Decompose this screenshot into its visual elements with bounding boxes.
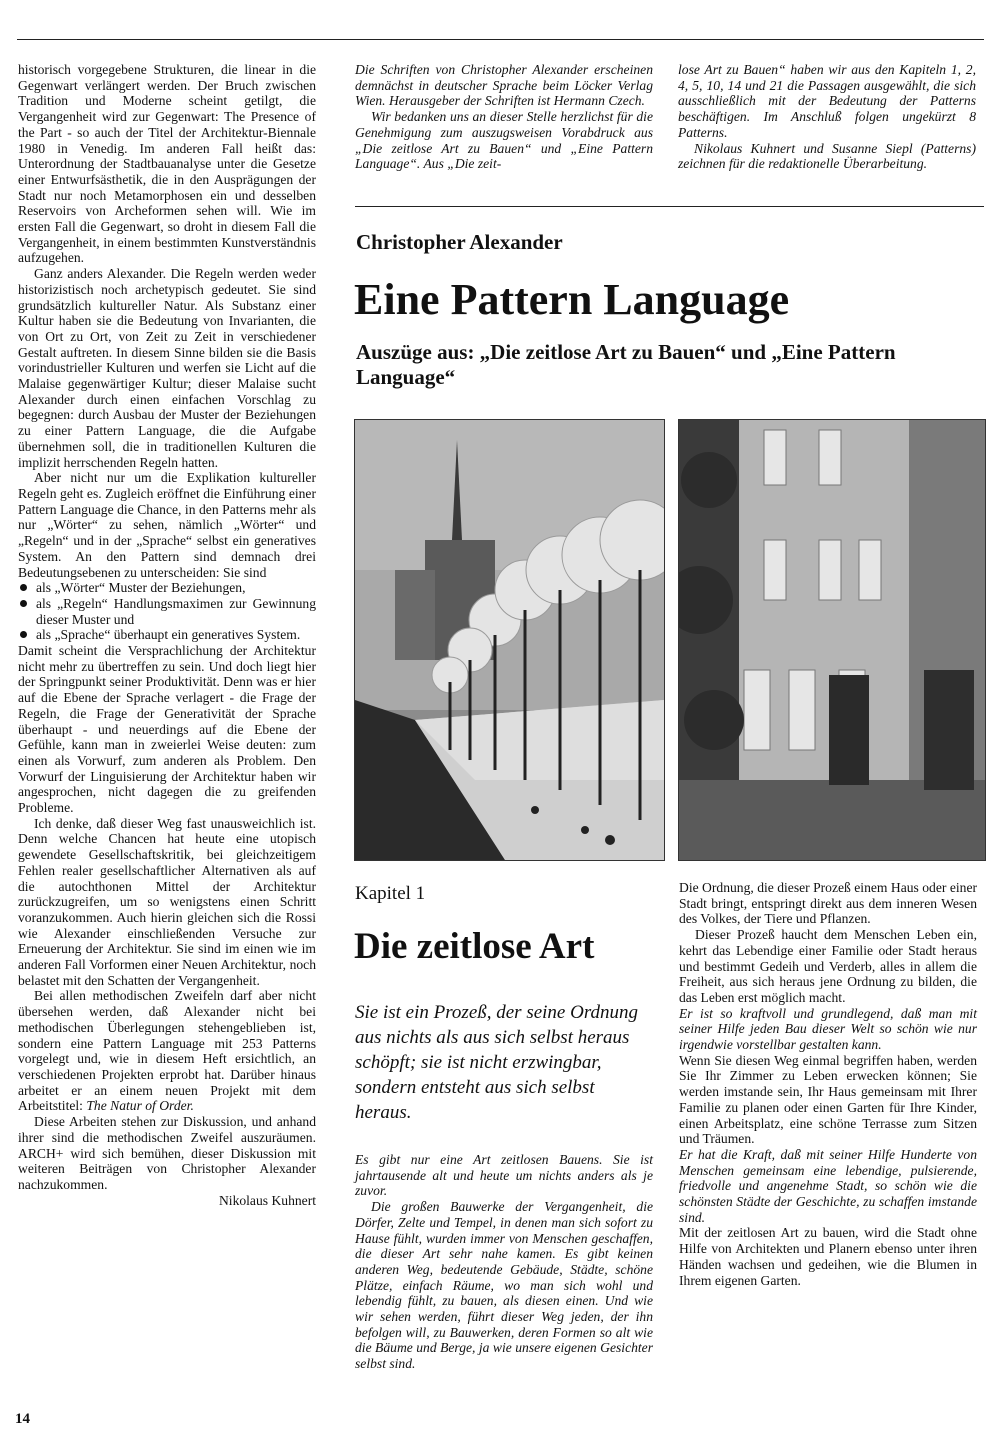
chapter-paragraph: Mit der zeitlosen Art zu bauen, wird die Stadt ohne Hilfe von Architekten und Planern ebenso unter ihren Händen wachsen und gedeihen, wie die Blumen in Ihrem eigenen Garten. [679,1225,977,1288]
note-paragraph: lose Art zu Bauen“ haben wir aus den Kapiteln 1, 2, 4, 5, 10, 14 und 21 die Passagen ausgewählt, die sich ausschließlich mit der Bedeutung der Patterns beschäftigen. Im Anschluß folgen ungekürzt 8 Patterns. [678,62,976,140]
chapter-column-left [355,1152,653,1372]
courtyard-illustration [679,420,985,860]
courtyard-photo [678,419,986,861]
chapter-column-right [679,880,977,1288]
article-subtitle: Auszüge aus: „Die zeitlose Art zu Bauen“ und „Eine Pattern Language“ [356,340,896,389]
chapter-paragraph: Die großen Bauwerke der Vergangenheit, die Dörfer, Zelte und Tempel, in denen man sich sofort zu Hause fühlt, wurden immer von Menschen geschaffen, die dieser Art sehr nahe kamen. Es gibt keinen anderen Weg, bedeutende Gebäude, Städte, schöne Plätze, einfach Räume, wo man sich wohl und lebendig fühlt, zu bauen, als diesen einen. Und wie wir sehen werden, führt dieser Weg jeden, der ihn befolgen will, zu Bauwerken, deren Formen so alt wie die Bäume und Berge, ja wie unsere eigenen Gesichter selbst sind. [355,1199,653,1372]
essay-paragraph: Ich denke, daß dieser Weg fast unausweichlich ist. Denn welche Chancen hat heute eine utopisch gewendete Gesellschaftskritik, bei gleichzeitigem Fehlen realer gesellschaftlicher Alternativen als auf die autochthonen Mittel der Architektur zurückzugreifen, um so wenigstens einen Schritt voranzukommen. Auch hierin gleichen sich die Rossi wie Alexander einschließenden Versuche zur Erneuerung der Architektur. Sie sind im einen wie im anderen Fall Vorformen einer Neuen Architektur, noch belastet mit den Schatten der Vergangenheit. [18,815,316,988]
river-quay-illustration [355,420,664,860]
chapter-title: Die zeitlose Art [354,926,595,967]
chapter-paragraph: Es gibt nur eine Art zeitlosen Bauens. Sie ist jahrtausende alt und heute um nichts anders als je zuvor. [355,1152,653,1199]
chapter-lead: Sie ist ein Prozeß, der seine Ordnung aus nichts als aus sich selbst heraus schöpft; sie ist nicht erzwingbar, sondern entsteht aus sich selbst heraus. [355,1002,639,1123]
note-paragraph: Die Schriften von Christopher Alexander erscheinen demnächst in deutscher Sprache beim Löcker Verlag Wien. Herausgeber der Schriften ist Hermann Czech. [355,62,653,109]
essay-column [18,62,316,1208]
chapter-paragraph: Wenn Sie diesen Weg einmal begriffen haben, werden Sie Ihr Zimmer zu Leben erwecken können; Sie werden imstande sein, Ihr Haus gemeinsam mit Ihrer Familie zu planen oder einen Garten für Ihre Kinder, einen Arbeitsplatz, eine schöne Terrasse zum Sitzen und Träumen. [679,1052,977,1147]
essay-paragraph [18,988,316,1114]
article-title: Eine Pattern Language [354,275,790,324]
note-paragraph: Wir bedanken uns an dieser Stelle herzlichst für die Genehmigung zum auszugsweisen Vorabdruck aus „Die zeitlose Art zu Bauen“ und „Eine Pattern Language“. Aus „Die zeit- [355,109,653,172]
page-number: 14 [15,1411,30,1427]
essay-paragraph: Aber nicht nur um die Explikation kultureller Regeln geht es. Zugleich eröffnet die Einführung einer Pattern Language die Chance, in den Patterns mehr als nur „Wörter“ zu sehen, nämlich „Wörter“ und „Regeln“ und in der „Sprache“ selbst ein generatives System. An den Pattern sind demnach drei Bedeutungsebenen zu unterscheiden: Sie sind [18,470,316,580]
top-rule [17,39,984,40]
chapter-paragraph: Die Ordnung, die dieser Prozeß einem Haus oder einer Stadt bringt, entspringt direkt aus dem inneren Wesen des Volkes, der Tiere und Pflanzen. [679,880,977,927]
essay-paragraph: historisch vorgegebene Strukturen, die linear in die Gegenwart verlängert werden. Der Bruch zwischen Tradition und Moderne scheint getilgt, die Vergangenheit wird zur Gegenwart: The Presence of the Part - so auch der Titel der Architektur-Biennale 1980 in Venedig. Im anderen Fall heißt das: Unterordnung der Stadtbauanalyse unter die Gesetze einer Entwurfsästhetik, die in den Ausprägungen der Stadt nur noch Metamorphosen ein und desselben Reservoirs von Archeformen sehen will. Wie im ersten Fall die Gegenwart, so droht in diesem Fall die Vergangenheit, in einem bestimmten Kunstverständnis aufzugehen. [18,62,316,266]
chapter-paragraph: Dieser Prozeß haucht dem Menschen Leben ein, kehrt das Lebendige einer Familie oder Stadt heraus und bestimmt Gedeih und Verderb, alles in allem die Freiheit, aus sich heraus jene Ordnung zu bilden, die das Leben erst möglich macht. [679,927,977,1005]
list-item: als „Regeln“ Handlungsmaximen zur Gewinnung dieser Muster und [18,596,316,627]
chapter-label: Kapitel 1 [355,883,426,904]
meaning-levels-list [18,580,316,643]
article-author: Christopher Alexander [356,230,563,254]
chapter-paragraph: Er ist so kraftvoll und grundlegend, daß man mit seiner Hilfe jeden Bau dieser Welt so schön wie nur irgendwie vorstellbar gestalten kann. [679,1005,977,1053]
editorial-note-right [678,62,976,172]
list-item: als „Wörter“ Muster der Beziehungen, [18,580,316,596]
editorial-note-left [355,62,653,172]
note-paragraph: Nikolaus Kuhnert und Susanne Siepl (Patterns) zeichnen für die redaktionelle Überarbeitung. [678,140,976,172]
work-title: The Natur of Order. [86,1098,194,1114]
essay-paragraph: Damit scheint die Versprachlichung der Architektur nicht mehr zu übertreffen zu sein. Und doch liegt hier der Springpunkt seiner Produktivität. Denn was er hier auf die Ebene der Sprache verlagert - die Frage der Regeln, die Frage der Generativität der Sprache überhaupt - und neuerdings auf die Ebene der Gefühle, kann man in zweierlei Weise deuten: zum einen als Vorwurf, zum anderen als Problem. Den Vorwurf der Linguisierung der Architektur haben wir angesprochen, nicht dagegen die zu greifenden Probleme. [18,643,316,816]
list-item: als „Sprache“ überhaupt ein generatives System. [18,627,316,643]
note-rule [355,206,984,207]
chapter-paragraph: Er hat die Kraft, daß mit seiner Hilfe Hunderte von Menschen gemeinsam eine lebendige, pulsierende, friedvolle und angenehme Stadt, so schön wie die schönsten Städte der Geschichte, zu schaffen imstande sind. [679,1146,977,1225]
essay-signature: Nikolaus Kuhnert [218,1192,316,1208]
essay-paragraph: Diese Arbeiten stehen zur Diskussion, und anhand ihrer sind die methodischen Zweifel auszuräumen. ARCH+ wird sich bemühen, dieser Diskussion mit weiteren Beiträgen von Christopher Alexander nachzukommen. [18,1114,316,1192]
river-quay-photo [354,419,665,861]
essay-paragraph: Ganz anders Alexander. Die Regeln werden weder historizistisch noch archetypisch gedeutet. Sie sind grundsätzlich kultureller Natur. Als Substanz einer Kultur haben sie die Bedeutung von Invarianten, die von Ort zu Ort, von Zeit zu Zeit in verschiedener Gestalt auftreten. In diesem Sinne bilden sie die Basis vorindustrieller Kulturen und werfen sie Licht auf die Malaise gegenwärtiger Kultur; dieser Malaise sucht Alexander durch einen einfachen Vorschlag zu begegnen: durch Ausbau der Muster der Beziehungen zu einer Pattern Language, die die Aufgabe übernehmen soll, die in traditionellen Kulturen die implizit herrschenden Regeln hatten. [18,266,316,470]
essay-paragraph-text: Bei allen methodischen Zweifeln darf aber nicht übersehen werden, daß Alexander nicht bei methodischen Überlegungen stehengeblieben ist, sondern eine Pattern Language mit 253 Patterns vorgelegt und, wie in diesem Heft ersichtlich, an verschiedenen Projekten erprobt hat. Darüber hinaus arbeitet er an einem neuen Projekt mit dem Arbeitstitel: [18,988,316,1114]
